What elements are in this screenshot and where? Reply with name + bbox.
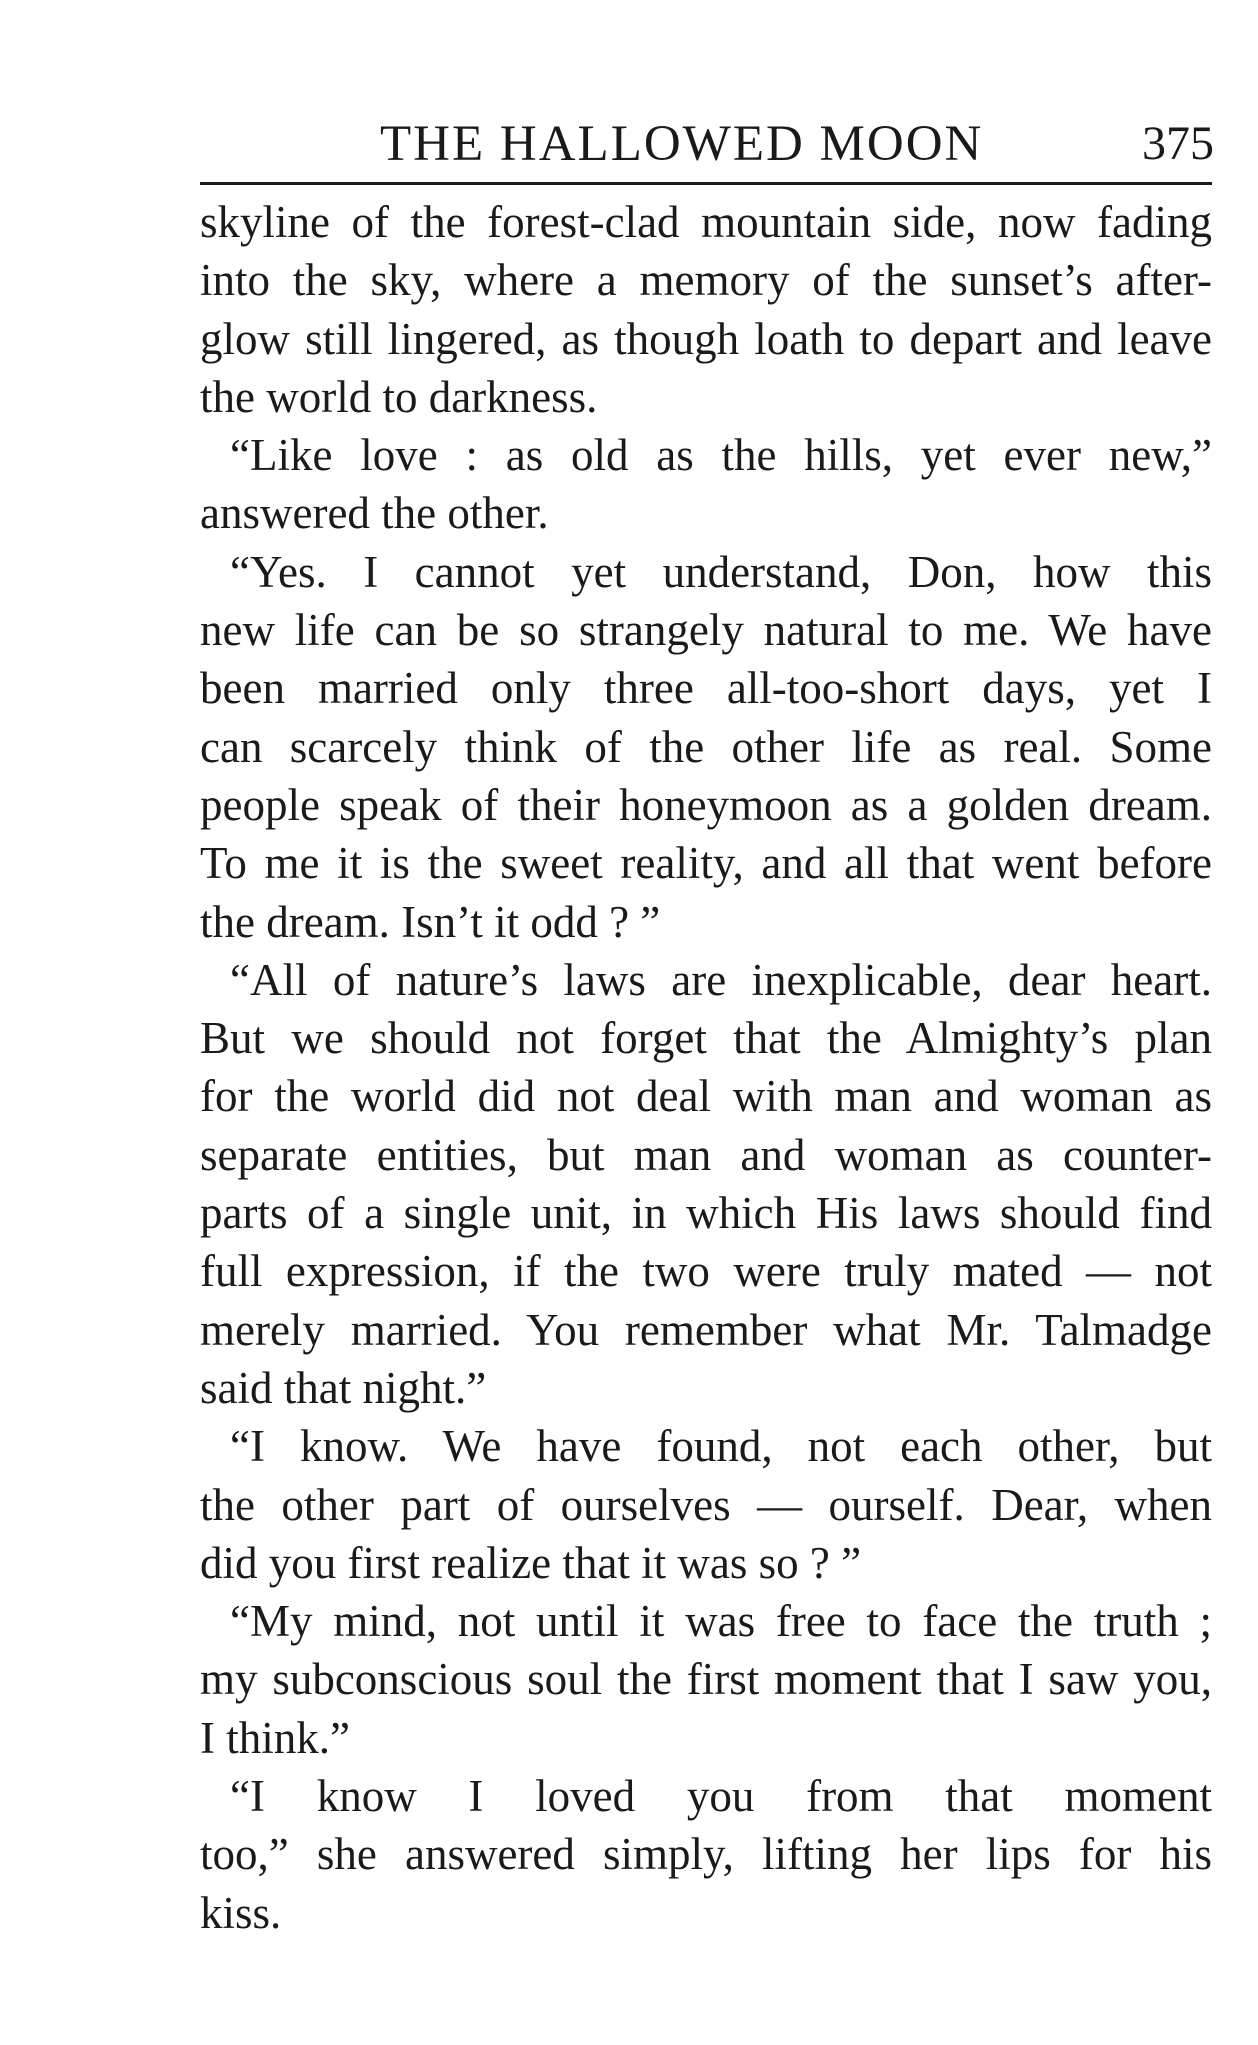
text-line: new life can be so strangely natural to me. We have (200, 605, 1212, 656)
body-text (200, 193, 1212, 1942)
text-line: the dream. Isn’t it odd ? ” (200, 896, 661, 947)
text-line: kiss. (200, 1887, 282, 1938)
text-line: “I know. We have found, not each other, but (230, 1421, 1212, 1472)
text-line: been married only three all-too-short days, yet I (200, 663, 1212, 714)
text-line: answered the other. (200, 488, 549, 539)
page-header (200, 110, 1214, 178)
text-line: To me it is the sweet reality, and all that went before (200, 838, 1212, 889)
text-line: too,” she answered simply, lifting her lips for his (200, 1829, 1212, 1880)
text-line: did you first realize that it was so ? ” (200, 1537, 862, 1588)
text-line: But we should not forget that the Almighty’s plan (200, 1013, 1212, 1064)
text-line: people speak of their honeymoon as a golden dream. (200, 779, 1212, 830)
text-line: said that night.” (200, 1362, 487, 1413)
text-line: parts of a single unit, in which His laws should find (200, 1188, 1212, 1239)
text-line: my subconscious soul the first moment that I saw you, (200, 1654, 1212, 1705)
text-line: “All of nature’s laws are inexplicable, dear heart. (230, 954, 1212, 1005)
text-line: merely married. You remember what Mr. Talmadge (200, 1304, 1212, 1355)
running-title: THE HALLOWED MOON (380, 116, 984, 172)
text-line: “I know I loved you from that moment (230, 1771, 1212, 1822)
page-number: 375 (1142, 117, 1214, 170)
text-line: I think.” (200, 1712, 350, 1763)
text-line: can scarcely think of the other life as real. Some (200, 721, 1212, 772)
text-line: into the sky, where a memory of the sunset’s after- (200, 255, 1212, 306)
text-line: for the world did not deal with man and woman as (200, 1071, 1212, 1122)
text-line: the world to darkness. (200, 371, 598, 422)
text-line: “Yes. I cannot yet understand, Don, how this (230, 546, 1212, 597)
text-line: “My mind, not until it was free to face the truth ; (230, 1596, 1212, 1647)
text-line: “Like love : as old as the hills, yet ever new,” (230, 430, 1212, 481)
text-line: the other part of ourselves — ourself. Dear, when (200, 1479, 1212, 1530)
text-line: glow still lingered, as though loath to depart and leave (200, 313, 1212, 364)
text-line: full expression, if the two were truly mated — not (200, 1246, 1212, 1297)
header-rule (200, 182, 1212, 185)
text-line: skyline of the forest-clad mountain side, now fading (200, 197, 1212, 247)
text-line: separate entities, but man and woman as counter- (200, 1129, 1212, 1180)
